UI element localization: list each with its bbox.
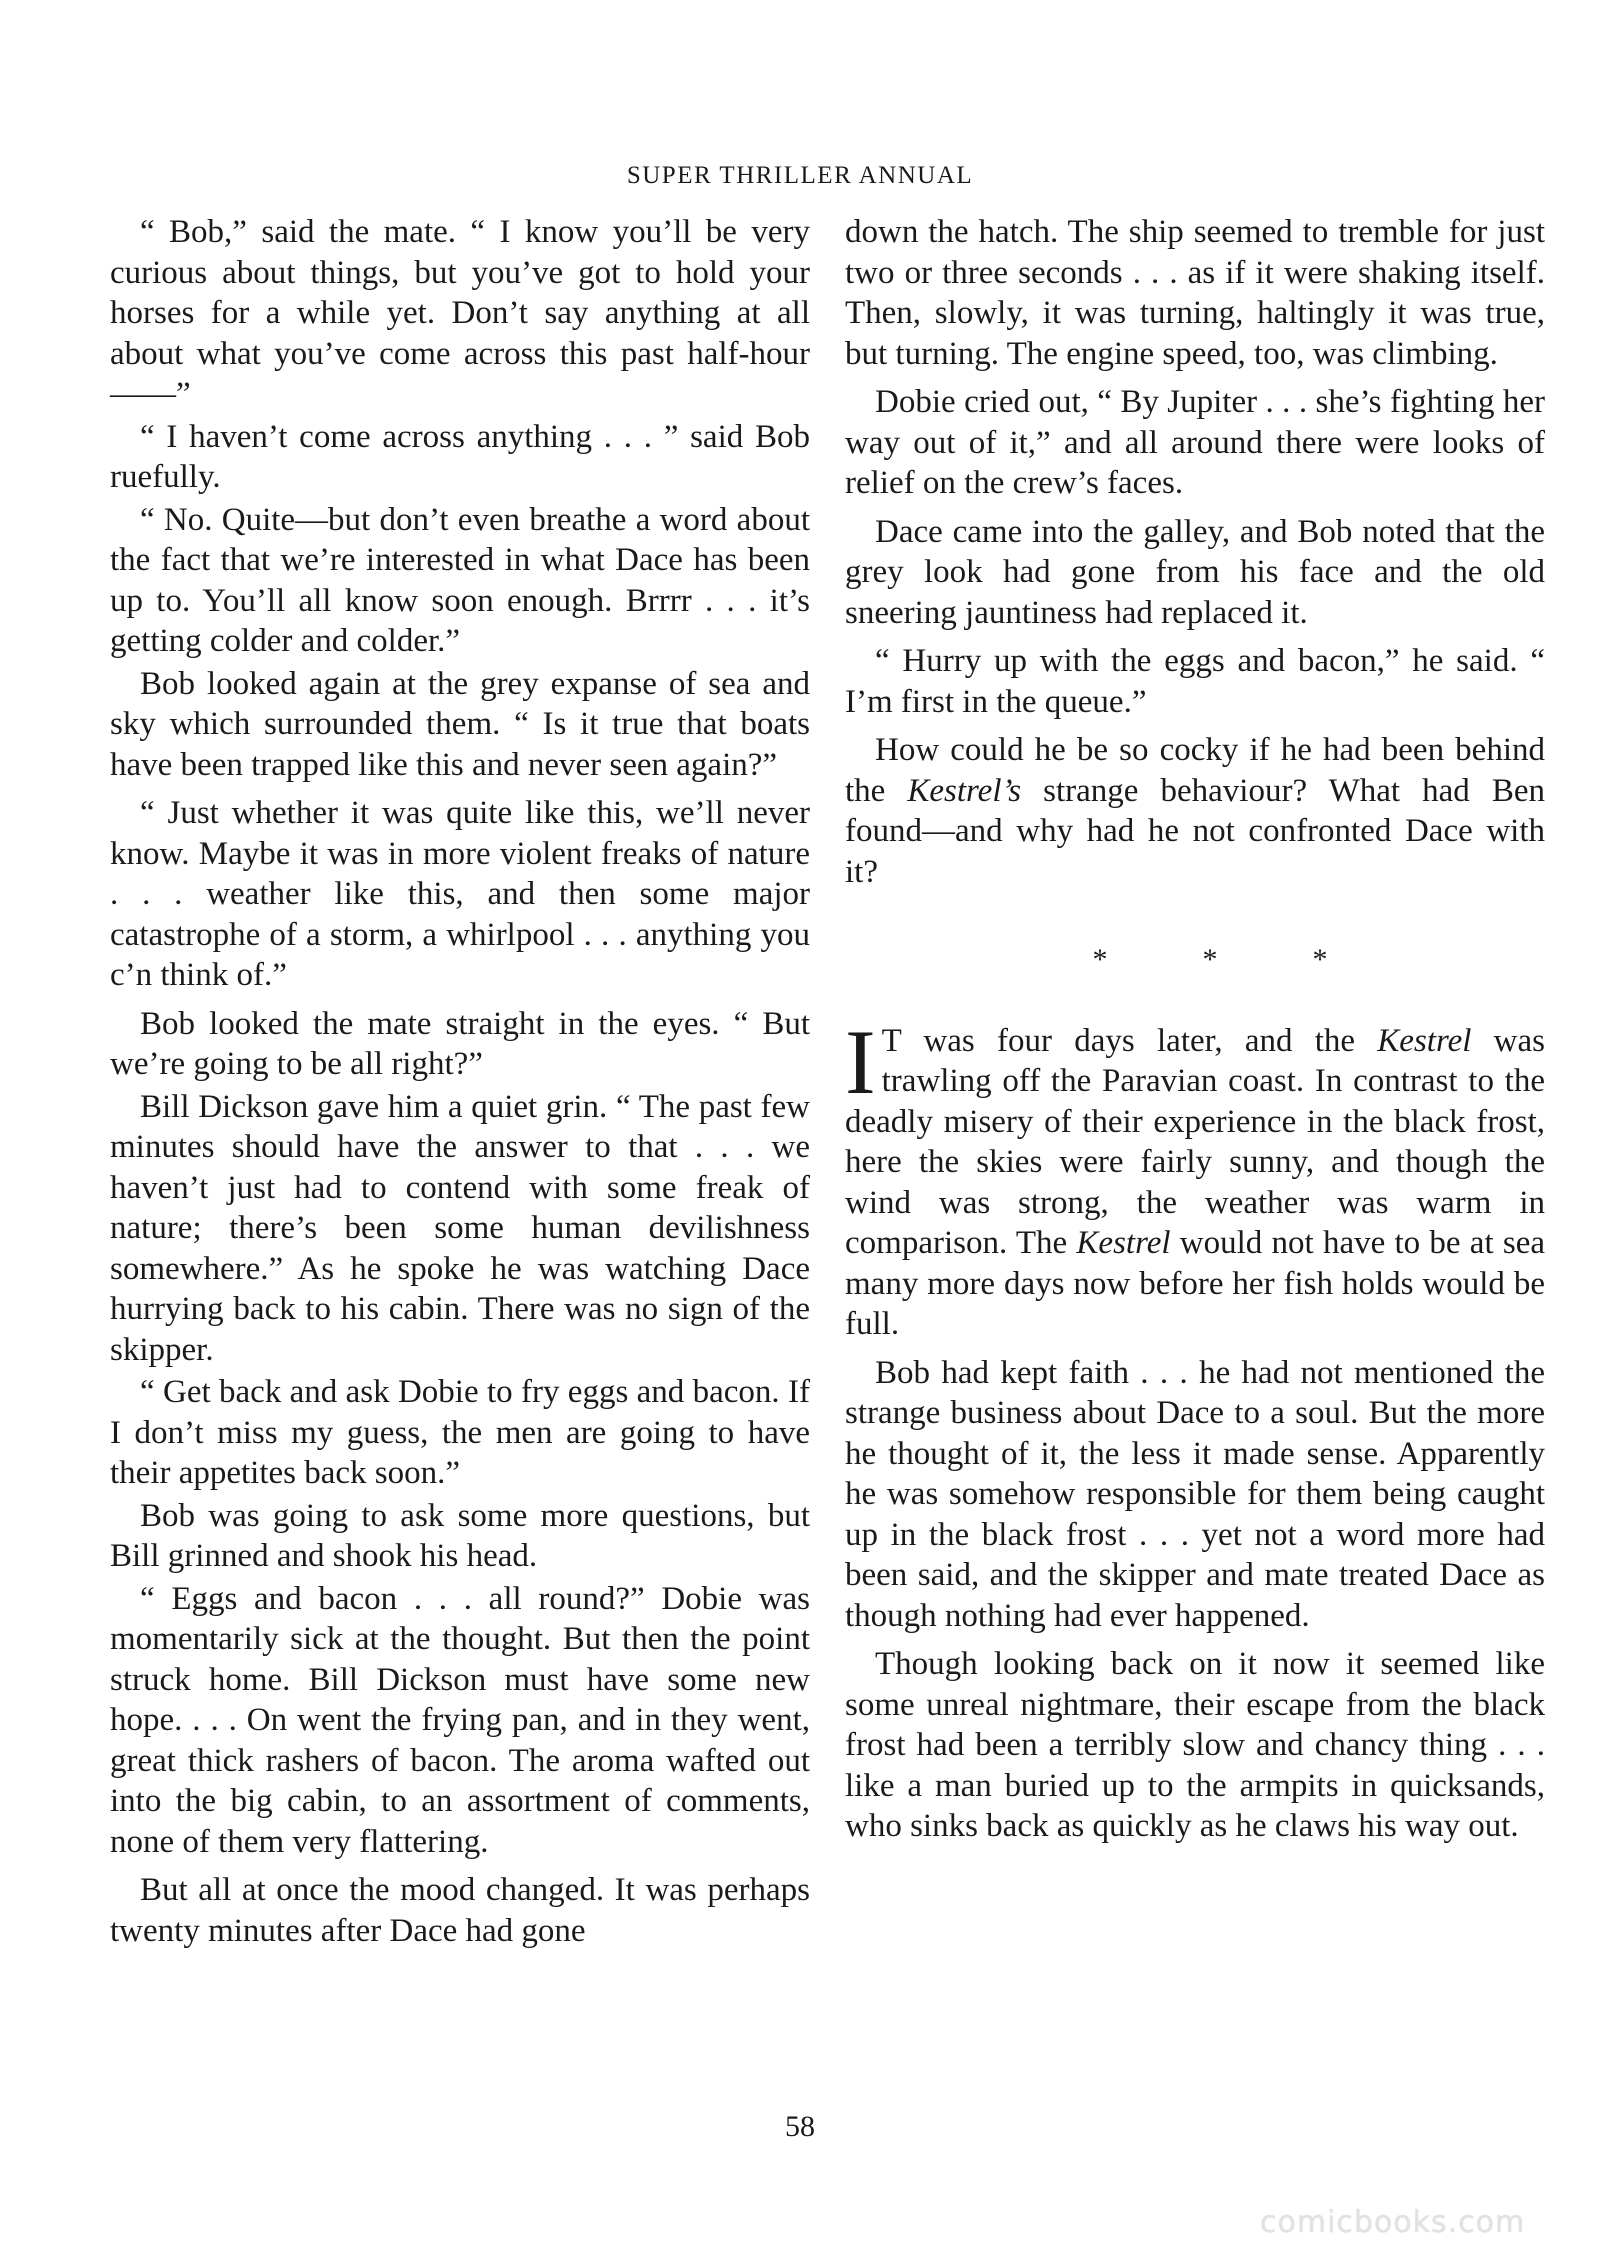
- left-column: [110, 212, 810, 1959]
- paragraph: “ I haven’t come across anything . . . ” said Bob ruefully.: [110, 418, 810, 495]
- running-head: SUPER THRILLER ANNUAL: [626, 162, 974, 189]
- ship-name: Kestrel: [1076, 1225, 1171, 1261]
- text-run: How could he be so cocky if he had been behind the: [845, 732, 1545, 809]
- text-run: was trawling off the Paravian coast. In contrast to the deadly misery of their experience in the black frost, here the skies were fairly sunny, and though the wind was strong, the weather was warm in comparison. The: [845, 1022, 1545, 1261]
- paragraph: “ Get back and ask Dobie to fry eggs and bacon. If I don’t miss my guess, the men are going to have their appetites back soon.”: [110, 1374, 810, 1491]
- dropcap-paragraph: [845, 1010, 1545, 1345]
- paragraph: Bob looked the mate straight in the eyes. “ But we’re going to be all right?”: [110, 1005, 810, 1082]
- paragraph: “ Hurry up with the eggs and bacon,” he said. “ I’m first in the queue.”: [845, 643, 1545, 720]
- separator-star: *: [1202, 943, 1218, 976]
- paragraph: “ Bob,” said the mate. “ I know you’ll be very curious about things, but you’ve got to hold your horses for a while yet. Don’t say anything at all about what you’ve come across this past half-hour——”: [110, 214, 810, 412]
- paragraph: “ Just whether it was quite like this, we’ll never know. Maybe it was in more violent freaks of nature . . . weather like this, and then some major catastrophe of a storm, a whirlpool . . . anything you c’n think of.”: [110, 795, 810, 993]
- paragraph: Dobie cried out, “ By Jupiter . . . she’s fighting her way out of it,” and all around there were looks of relief on the crew’s faces.: [845, 384, 1545, 501]
- section-separator: [1045, 940, 1375, 981]
- paragraph: Bob looked again at the grey expanse of sea and sky which surrounded them. “ Is it true that boats have been trapped like this and never seen again?”: [110, 665, 810, 783]
- paragraph: [845, 730, 1545, 892]
- ship-name: Kestrel’s: [907, 772, 1022, 809]
- separator-star: *: [1092, 943, 1108, 976]
- paragraph: Bill Dickson gave him a quiet grin. “ The past few minutes should have the answer to that . . . we haven’t just had to contend with some freak of nature; there’s been some human devilishness somewhere.” As he spoke he was watching Dace hurrying back to his cabin. There was no sign of the skipper.: [110, 1088, 810, 1368]
- paragraph: Bob was going to ask some more questions, but Bill grinned and shook his head.: [110, 1497, 810, 1574]
- text-run: strange behaviour? What had Ben found—and why had he not confronted Dace with it?: [845, 772, 1545, 890]
- paragraph: Though looking back on it now it seemed like some unreal nightmare, their escape from the black frost had been a terribly slow and chancy thing . . . like a man buried up to the armpits in quicksands, who sinks back as quickly as he claws his way out.: [845, 1646, 1545, 1844]
- watermark: comicbooks.com: [1260, 2205, 1526, 2240]
- separator-star: *: [1312, 943, 1328, 976]
- paragraph: “ No. Quite—but don’t even breathe a word about the fact that we’re interested in what Dace has been up to. You’ll all know soon enough. Brrrr . . . it’s getting colder and colder.”: [110, 501, 810, 659]
- paragraph: Dace came into the galley, and Bob noted that the grey look had gone from his face and the old sneering jauntiness had replaced it.: [845, 513, 1545, 631]
- paragraph: Bob had kept faith . . . he had not mentioned the strange business about Dace to a soul. But the more he thought of it, the less it made sense. Apparently he was somehow responsible for them being caught up in the black frost . . . yet not a word more had been said, and the skipper and mate treated Dace as though nothing had ever happened.: [845, 1354, 1545, 1634]
- text-run: would not have to be at sea many more days now before her fish holds would be full.: [845, 1225, 1545, 1342]
- paragraph: “ Eggs and bacon . . . all round?” Dobie was momentarily sick at the thought. But then the point struck home. Bill Dickson must have some new hope. . . . On went the frying pan, and in they went, great thick rashers of bacon. The aroma wafted out into the big cabin, to an assortment of comments, none of them very flattering.: [110, 1580, 810, 1860]
- text-run: IT was four days later, and the: [845, 1010, 1378, 1113]
- page-number: 58: [785, 2110, 815, 2143]
- ship-name: Kestrel: [1377, 1022, 1472, 1059]
- paragraph: down the hatch. The ship seemed to tremble for just two or three seconds . . . as if it were shaking itself. Then, slowly, it was turning, haltingly it was true, but turning. The engine speed, too, was climbing.: [845, 214, 1545, 372]
- paragraph: But all at once the mood changed. It was perhaps twenty minutes after Dace had gone: [110, 1872, 810, 1949]
- right-column: [845, 212, 1545, 1855]
